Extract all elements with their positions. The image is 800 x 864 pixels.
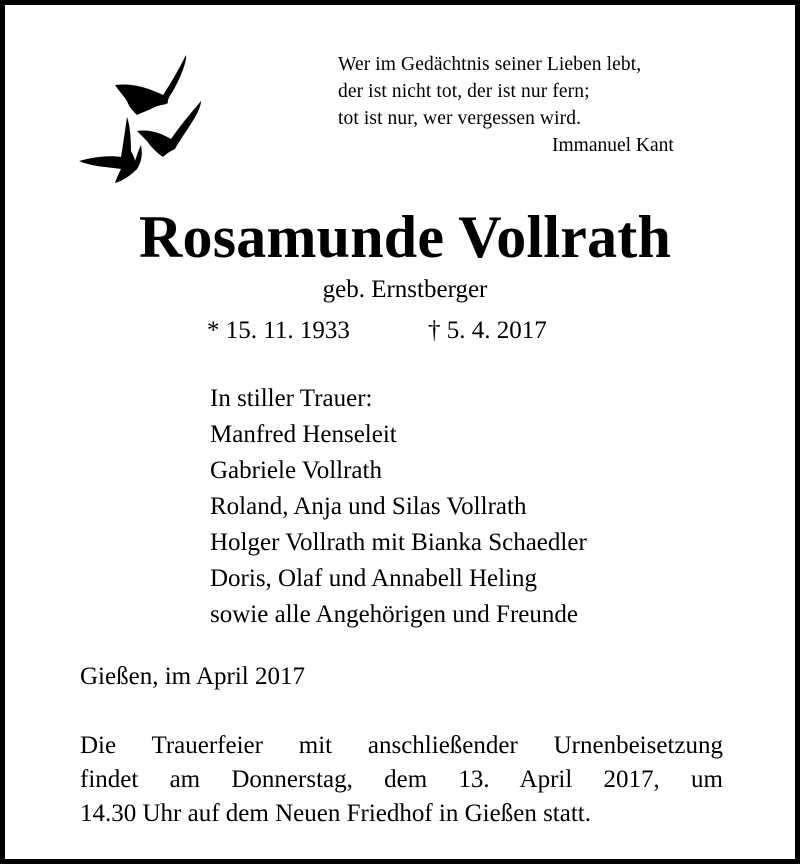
maiden-name: geb. Ernstberger [322,276,488,303]
deceased-name: Rosamunde Vollrath [138,204,672,270]
ceremony-line: Die Trauerfeier mit anschließender Urnenbeisetzung [80,732,723,759]
ceremony-line: 14.30 Uhr auf dem Neuen Friedhof in Gießen statt. [80,800,591,827]
mourner-name: Manfred Henseleit [210,421,397,448]
mourner-name: Gabriele Vollrath [210,457,382,484]
quote-line: Wer im Gedächtnis seiner Lieben lebt, [338,54,642,75]
mourner-name: Doris, Olaf und Annabell Heling [210,565,538,592]
mourner-name: Roland, Anja und Silas Vollrath [210,493,527,520]
quote [338,51,718,132]
place-date: Gießen, im April 2017 [80,663,305,690]
flying-birds-icon [75,49,207,185]
ceremony-info [80,729,723,831]
ceremony-line: findet am Donnerstag, dem 13. April 2017, um [80,766,723,793]
mourner-name: Holger Vollrath mit Bianka Schaedler [210,529,587,556]
quote-line: tot ist nur, wer vergessen wird. [338,108,582,129]
mourners-heading: In stiller Trauer: [210,385,373,412]
birth-date: * 15. 11. 1933 [207,317,350,344]
mourners-list [210,381,587,633]
quote-line: der ist nicht tot, der ist nur fern; [338,81,590,102]
death-date: † 5. 4. 2017 [428,317,547,344]
mourner-name: sowie alle Angehörigen und Freunde [210,601,578,628]
quote-author: Immanuel Kant [552,135,674,156]
